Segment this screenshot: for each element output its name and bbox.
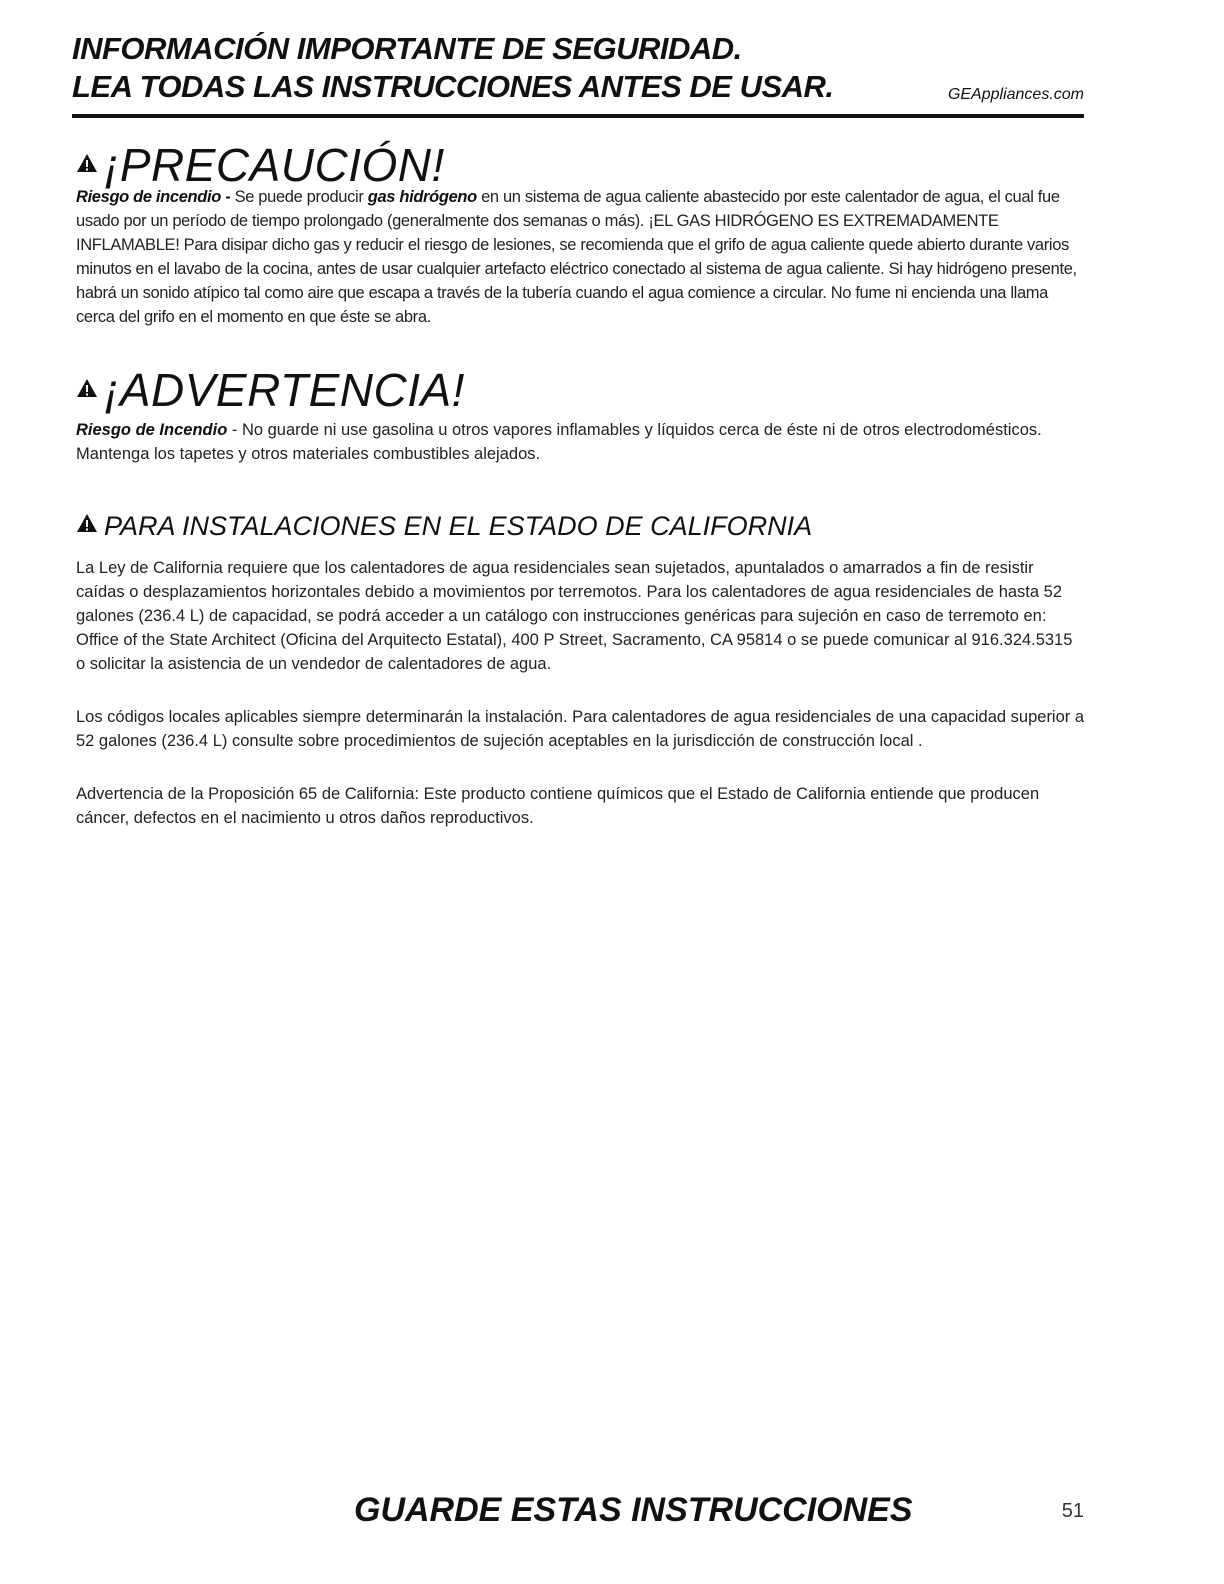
caution-text-rest: en un sistema de agua caliente abastecido por este calentador de agua, el cual fue usado por un período de tiempo prolongado (generalmente dos semanas o más). ¡EL GAS HIDRÓGENO ES EXTREMADAMENTE INFLAMABLE! Para disipar dicho gas y reducir el riesgo de lesiones, se recomienda que el grifo de agua caliente quede abierto durante varios minutos en el lavabo de la cocina, antes de usar cualquier artefacto eléctrico conectado al sistema de agua caliente. Si hay hidrógeno presente, habrá un sonido atípico tal como aire que escapa a través de la tubería cuando el agua comience a circular. No fume ni encienda una llama cerca del grifo en el momento en que éste se abra.: [76, 188, 1077, 326]
website-link[interactable]: GEAppliances.com: [947, 86, 1084, 103]
caution-title: ¡PRECAUCIÓN!: [104, 139, 445, 191]
warning-triangle-icon: [76, 513, 98, 533]
warning-lead: Riesgo de Incendio: [76, 421, 228, 439]
warning-triangle-icon: [76, 153, 98, 173]
caution-bold-term: gas hidrógeno: [367, 188, 477, 206]
header-title-line1: INFORMACIÓN IMPORTANTE DE SEGURIDAD.: [72, 31, 742, 66]
california-paragraph-2: Los códigos locales aplicables siempre determinarán la instalación. Para calentadores de agua residenciales de una capacidad superior a 52 galones (236.4 L) consulte sobre procedimientos de sujeción aceptables en la jurisdicción de construcción local .: [76, 708, 1085, 750]
warning-heading: [76, 365, 465, 415]
california-title: PARA INSTALACIONES EN EL ESTADO DE CALIFORNIA: [104, 511, 813, 541]
footer-title: GUARDE ESTAS INSTRUCCIONES: [354, 1491, 913, 1529]
california-heading: [76, 510, 812, 542]
california-paragraph-3: Advertencia de la Proposición 65 de California: Este producto contiene químicos que el Estado de California entiende que producen cáncer, defectos en el nacimiento u otros daños reproductivos.: [76, 785, 1040, 827]
warning-triangle-icon: [76, 378, 98, 398]
california-paragraph-1: La Ley de California requiere que los calentadores de agua residenciales sean sujetados, apuntalados o amarrados a fin de resistir caídas o desplazamientos horizontales debido a movimientos por terremotos. Para los calentadores de agua residenciales de hasta 52 galones (236.4 L) de capacidad, se podrá acceder a un catálogo con instrucciones genéricas para sujeción en caso de terremoto en: Office of the State Architect (Oficina del Arquitecto Estatal), 400 P Street, Sacramento, CA 95814 o se puede comunicar al 916.324.5315 o solicitar la asistencia de un vendedor de calentadores de agua.: [76, 559, 1073, 673]
caution-paragraph: [76, 185, 1086, 329]
caution-lead: Riesgo de incendio -: [76, 188, 235, 206]
header-divider: [72, 114, 1084, 118]
caution-heading: [76, 140, 445, 190]
page-header: [72, 30, 1084, 106]
page-number: 51: [1061, 1500, 1084, 1522]
caution-text-start: Se puede producir: [234, 188, 368, 206]
warning-text: - No guarde ni use gasolina u otros vapores inflamables y líquidos cerca de éste ni de otros electrodomésticos. Mantenga los tapetes y otros materiales combustibles alejados.: [76, 421, 1042, 463]
header-title-line2: LEA TODAS LAS INSTRUCCIONES ANTES DE USAR.: [72, 69, 834, 104]
warning-paragraph: [76, 418, 1086, 466]
warning-title: ¡ADVERTENCIA!: [104, 364, 465, 416]
